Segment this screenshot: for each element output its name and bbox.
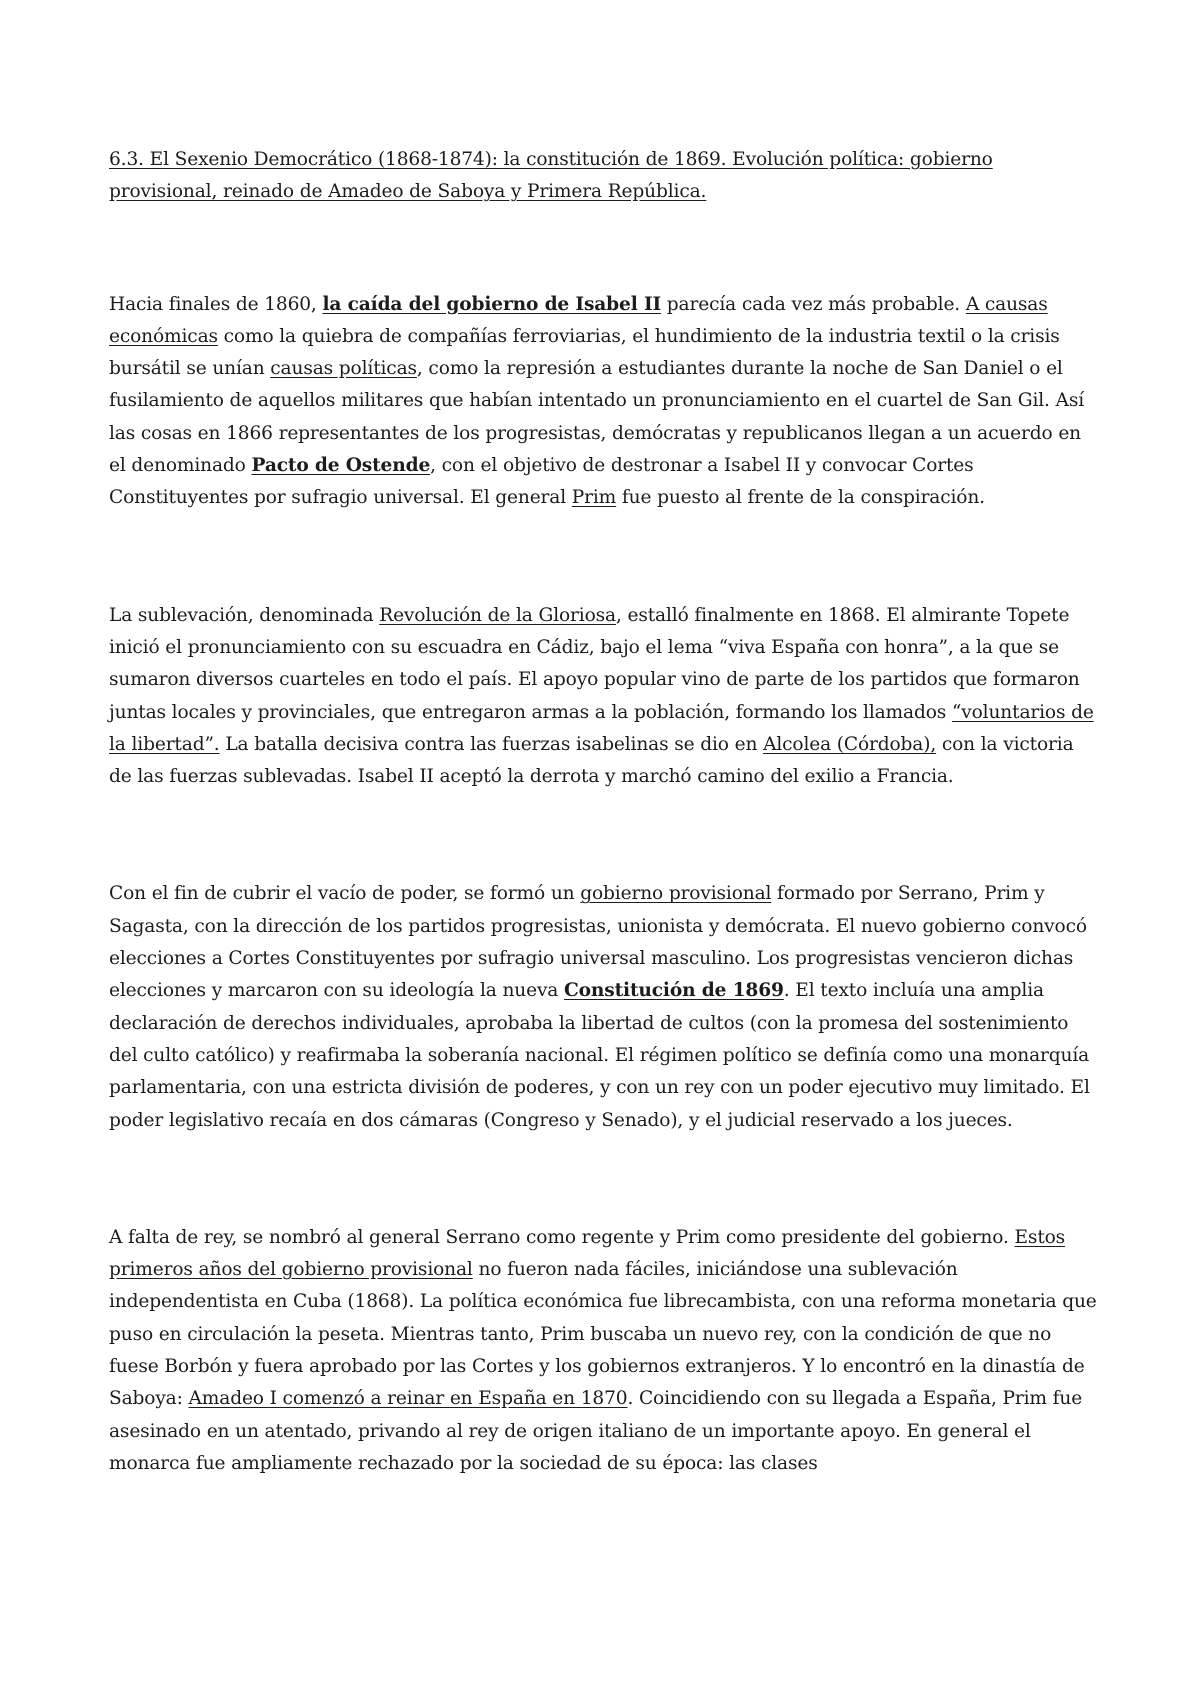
emphasis-political-causes: causas políticas — [270, 358, 417, 380]
emphasis-alcolea: Alcolea (Córdoba), — [763, 733, 937, 755]
section-title: 6.3. El Sexenio Democrático (1868-1874): la constitución de 1869. Evolución política: gobierno provisional, reinado de Amadeo de Saboya y Primera República. — [109, 149, 993, 203]
text-run: fue puesto al frente de la conspiración. — [616, 487, 985, 509]
emphasis-prim: Prim — [571, 487, 617, 509]
document-page — [109, 144, 1101, 1480]
emphasis-gloriosa: Revolución de la Gloriosa — [379, 604, 616, 626]
paragraph-1 — [109, 289, 1101, 515]
text-run: A falta de rey, se nombró al general Serrano como regente y Prim como presidente del gobierno. — [109, 1226, 1015, 1248]
text-run: . Coincidiendo con su llegada a España, Prim fue asesinado en un atentado, privando al rey de origen italiano de un importante apoyo. En general el monarca fue ampliamente rechazado por la sociedad de su época: las clases — [109, 1388, 1083, 1474]
emphasis-constitucion-1869: Constitución de 1869 — [564, 980, 784, 1002]
text-run: . El texto incluía una amplia declaración de derechos individuales, aprobaba la libertad de cultos (con la promesa del sostenimiento del culto católico) y reafirmaba la soberanía nacional. El régimen político se definía como una monarquía parlamentaria, con una estricta división de poderes, y con un rey con un poder ejecutivo muy limitado. El poder legislativo recaía en dos cámaras (Congreso y Senado), y el judicial reservado a los jueces. — [109, 980, 1090, 1131]
text-run: , con el objetivo de destronar a Isabel II y convocar Cortes Constituyentes por sufragio universal. El general — [109, 455, 974, 509]
paragraph-2 — [109, 600, 1101, 794]
emphasis-primeros-anos: Estos primeros años del gobierno provisional — [109, 1226, 1066, 1281]
paragraph-3 — [109, 878, 1101, 1136]
text-run: La batalla decisiva contra las fuerzas isabelinas se dio en — [219, 733, 764, 755]
text-run: Hacia finales de 1860, — [109, 293, 323, 315]
text-run: Con el fin de cubrir el vacío de poder, se formó un — [109, 883, 581, 905]
emphasis-economic-causes: A causas económicas — [109, 293, 1048, 347]
emphasis-pacto-ostende: Pacto de Ostende — [251, 455, 431, 477]
text-run: parecía cada vez más probable. — [661, 293, 966, 315]
text-run: formado por Serrano, Prim y Sagasta, con la dirección de los partidos progresistas, unionista y demócrata. El nuevo gobierno convocó elecciones a Cortes Constituyentes por sufragio universal masculino. Los progresistas vencieron dichas elecciones y marcaron con su ideología la nueva — [109, 883, 1087, 1002]
text-run: , como la represión a estudiantes durante la noche de San Daniel o el fusilamiento de aquellos militares que habían intentado un pronunciamiento en el cuartel de San Gil. Así las cosas en 1866 representantes de los progresistas, demócratas y republicanos llegan a un acuerdo en el denominado — [109, 358, 1085, 477]
text-run: , estalló finalmente en 1868. El almirante Topete inició el pronunciamiento con su escuadra en Cádiz, bajo el lema “viva España con honra”, a la que se sumaron diversos cuarteles en todo el país. El apoyo popular vino de parte de los partidos que formaron juntas locales y provinciales, que entregaron armas a la población, formando los llamados — [109, 604, 1080, 723]
text-run: con la victoria de las fuerzas sublevadas. Isabel II aceptó la derrota y marchó camino del exilio a Francia. — [109, 733, 1074, 788]
paragraph-4 — [109, 1222, 1101, 1480]
emphasis-gobierno-provisional: gobierno provisional — [580, 883, 772, 905]
emphasis-voluntarios: “voluntarios de la libertad”. — [109, 701, 1094, 755]
text-run: no fueron nada fáciles, iniciándose una sublevación independentista en Cuba (1868). La política económica fue librecambista, con una reforma monetaria que puso en circulación la peseta. Mientras tanto, Prim buscaba un nuevo rey, con la condición de que no fuese Borbón y fuera aprobado por las Cortes y los gobiernos extranjeros. Y lo encontró en la dinastía de Saboya: — [109, 1259, 1097, 1410]
emphasis-fall-of-isabel: la caída del gobierno de Isabel II — [322, 293, 662, 315]
emphasis-amadeo: Amadeo I comenzó a reinar en España en 1870 — [188, 1388, 628, 1410]
text-run: como la quiebra de compañías ferroviarias, el hundimiento de la industria textil o la crisis bursátil se unían — [109, 325, 1060, 380]
text-run: La sublevación, denominada — [109, 604, 380, 626]
